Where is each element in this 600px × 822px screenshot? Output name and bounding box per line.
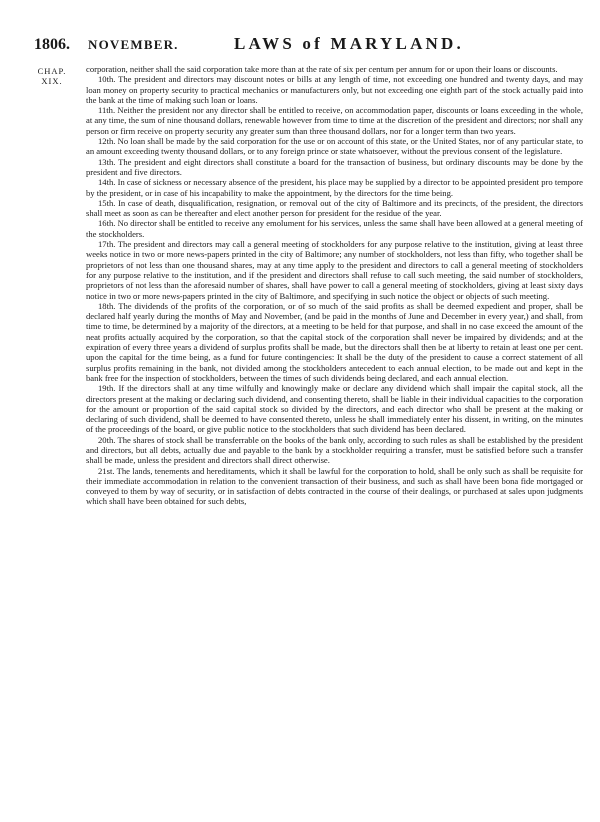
chapter-margin-note (30, 66, 74, 86)
section-20: 20th. The shares of stock shall be transferrable on the books of the bank only, according to such rules as shall be established by the president and directors, but all debts, actually due and payable to the bank by a stockholder requiring a transfer, must be satisfied before such a transfer shall be made, unless the president and directors shall direct otherwise. (86, 434, 583, 466)
section-13: 13th. The president and eight directors shall constitute a board for the transaction of business, but ordinary discounts may be done by the president and five directors. (86, 156, 583, 177)
section-12: 12th. No loan shall be made by the said corporation for the use or on account of this state, or the United States, nor of any particular state, to an amount exceeding twenty thousand dollars, or to any foreign prince or state whatsoever, without the previous consent of the legislature. (86, 136, 583, 157)
section-16: 16th. No director shall be entitled to receive any emolument for his services, unless the same shall have been allowed at a general meeting of the stockholders. (86, 218, 583, 239)
section-19: 19th. If the directors shall at any time wilfully and knowingly make or declare any dividend which shall impair the capital stock, all the directors present at the making or declaring such dividend, and consenting thereto, shall be liable in their individual capacities to the corporation for the amount or proportion of the said capital stock so divided by the directors, and each director who shall be present at the making or declaring of such dividend, shall be deemed to have consented thereto, unless he shall immediately enter his dissent, in writing, on the minutes of the proceedings of the board, or give public notice to the stockholders that such dividend has been declared. (86, 383, 583, 435)
section-18: 18th. The dividends of the profits of the corporation, or of so much of the said profits as shall be deemed expedient and proper, shall be declared half yearly during the months of May and November, (and be paid in the months of June and December in every year,) and shall, from time to time, be determined by a majority of the directors, at a meeting to be held for that purpose, and shall in no case exceed the amount of the neat profits actually acquired by the corporation, so that the capital stock of the corporation shall never be impaired by dividends; and at the expiration of every three years a dividend of surplus profits shall be made, but the directors shall then be at liberty to retain at least one per cent. upon the capital for the time being, as a fund for future contingencies: It shall be the duty of the president to cause a correct statement of all surplus profits remaining in the bank, not divided among the stockholders antecedent to each annual election, to be made out and kept in the bank free for the inspection of stockholders, between the times of such dividends being declared, and each annual election. (86, 300, 583, 383)
section-14: 14th. In case of sickness or necessary absence of the president, his place may be supplied by a director to be appointed president pro tempore by the president, or in case of his incapability to make the appointment, by the directors for the time being. (86, 177, 583, 198)
header-title: LAWS of MARYLAND. (234, 34, 464, 53)
section-10: 10th. The president and directors may discount notes or bills at any length of time, not exceeding one hundred and twenty days, and may loan money on property security to practical mechanics or manufacturers only, but not exceeding one eighth part of the stock actually paid into the bank at the time of making such loan or loans. (86, 74, 583, 105)
paragraph-continuation: corporation, neither shall the said corporation take more than at the rate of six per centum per annum for or upon their loans or discounts. (86, 64, 558, 74)
section-11: 11th. Neither the president nor any director shall be entitled to receive, on accommodation paper, discounts or loans exceeding in the whole, at any time, the sum of nine thousand dollars, renewable however from time to time at the discretion of the president and directors; nor shall any person or firm receive on property security any greater sum than three thousand dollars, nor for a longer term than two years. (86, 105, 583, 136)
section-21: 21st. The lands, tenements and hereditaments, which it shall be lawful for the corporation to hold, shall be only such as shall be requisite for their immediate accommodation in relation to the convenient transaction of their business, and such as shall have been bona fide mortgaged or conveyed to them by way of security, or in satisfaction of debts contracted in the course of their dealings, or purchased at sales upon judgments which shall have been obtained for such debts, (86, 465, 583, 507)
section-17: 17th. The president and directors may call a general meeting of stockholders for any purpose relative to the institution, giving at least three weeks notice in two or more news-papers printed in the city of Baltimore; any number of stockholders, not less than fifty, who together shall be proprietors of not less than one thousand shares, may at any time apply to the president and directors to call a general meeting of stockholders for any purpose relative to the institution, and if the president and directors shall refuse to call such meeting, the said number of stockholders, proprietors of not less than the aforesaid number of shares, shall have power to call a general meeting of stockholders, giving at least sixty days notice in two or more news-papers printed in the city of Baltimore, and specifying in such notice the object or objects of such meeting. (86, 239, 583, 301)
header-month: NOVEMBER. (88, 37, 179, 52)
section-15: 15th. In case of death, disqualification, resignation, or removal out of the city of Baltimore and its precincts, of the president, the directors shall meet as soon as can be thereafter and elect another person for president for the residue of the year. (86, 197, 583, 219)
chapter-number: XIX. (41, 76, 63, 86)
running-header (34, 30, 582, 56)
header-year: 1806. (34, 36, 70, 53)
document-body (86, 64, 583, 507)
chapter-label: CHAP. (37, 66, 67, 76)
